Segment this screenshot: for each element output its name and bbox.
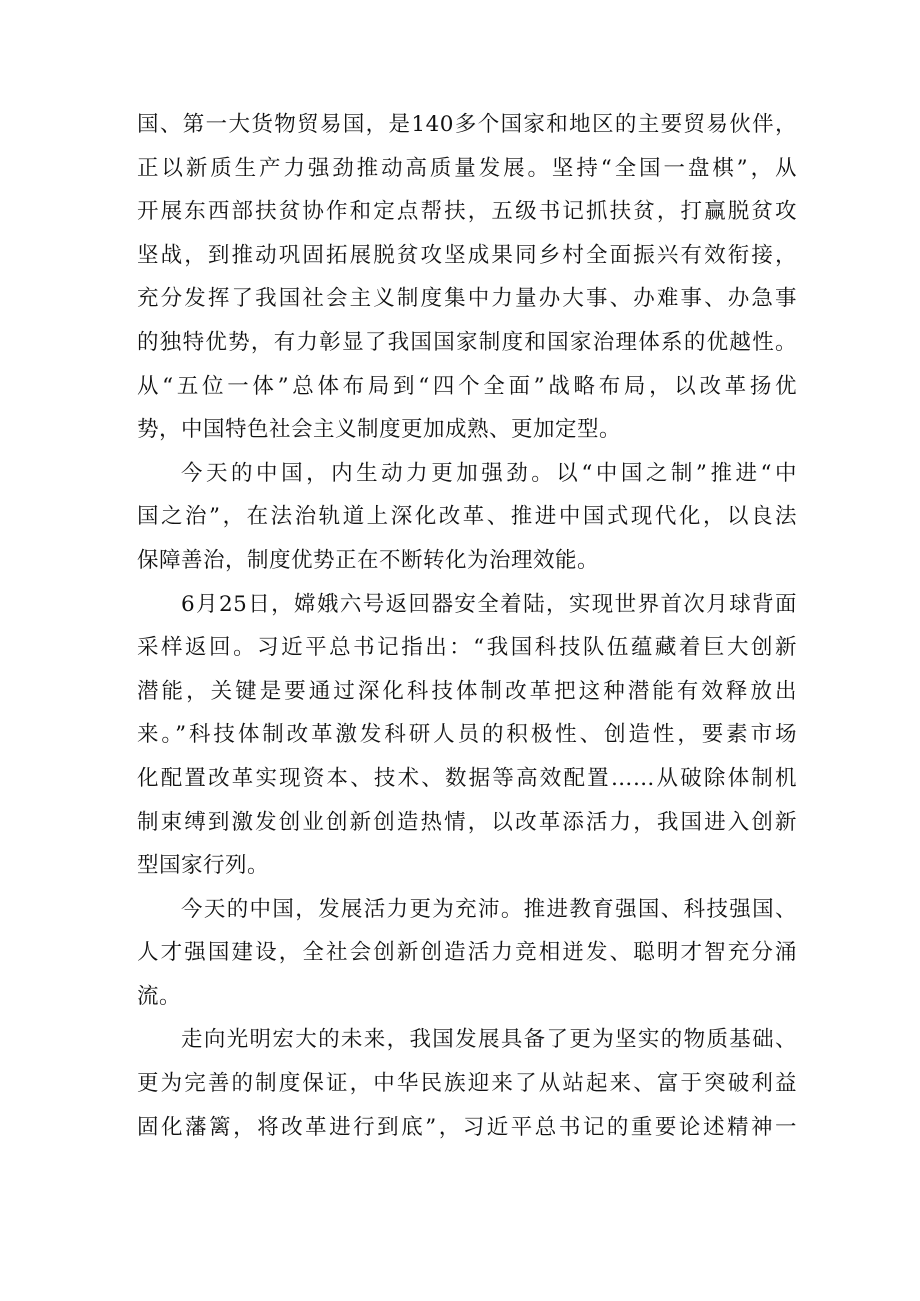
paragraph-start-line: 走向光明宏大的未来，我国发展具备了更为坚实的物质基础、 [181, 1027, 797, 1053]
text-line: 潜能，关键是要通过深化科技体制改革把这种潜能有效释放出 [137, 678, 797, 704]
text-line: 从“五位一体”总体布局到“四个全面”战略布局，以改革扬优 [137, 373, 797, 399]
paragraph-start-line: 6月25日，嫦娥六号返回器安全着陆，实现世界首次月球背面 [181, 591, 797, 617]
text-line: 开展东西部扶贫协作和定点帮扶，五级书记抓扶贫，打赢脱贫攻 [137, 199, 797, 225]
paragraph-start-line: 今天的中国，发展活力更为充沛。推进教育强国、科技强国、 [181, 896, 797, 922]
text-line: 固化藩篱，将改革进行到底”，习近平总书记的重要论述精神一 [137, 1114, 797, 1140]
text-line: 制束缚到激发创业创新创造热情，以改革添活力，我国进入创新 [137, 809, 797, 835]
text-line: 的独特优势，有力彰显了我国国家制度和国家治理体系的优越性。 [137, 329, 797, 355]
text-line: 正以新质生产力强劲推动高质量发展。坚持“全国一盘棋”，从 [137, 155, 797, 181]
text-line: 国之治”，在法治轨道上深化改革、推进中国式现代化，以良法 [137, 504, 797, 530]
text-line: 坚战，到推动巩固拓展脱贫攻坚成果同乡村全面振兴有效衔接， [137, 242, 797, 268]
text-line: 充分发挥了我国社会主义制度集中力量办大事、办难事、办急事 [137, 286, 797, 312]
text-line: 保障善治，制度优势正在不断转化为治理效能。 [137, 547, 600, 573]
text-line: 型国家行列。 [137, 853, 270, 879]
text-line: 更为完善的制度保证，中华民族迎来了从站起来、富于突破利益 [137, 1071, 797, 1097]
text-line: 国、第一大货物贸易国，是140多个国家和地区的主要贸易伙伴， [137, 112, 797, 137]
text-line: 采样返回。习近平总书记指出：“我国科技队伍蕴藏着巨大创新 [137, 635, 797, 661]
text-line: 流。 [137, 983, 182, 1009]
body-text [137, 103, 797, 1149]
text-line: 势，中国特色社会主义制度更加成熟、更加定型。 [137, 417, 622, 443]
paragraph-start-line: 今天的中国，内生动力更加强劲。以“中国之制”推进“中 [181, 460, 797, 486]
text-line: 来。”科技体制改革激发科研人员的积极性、创造性，要素市场 [137, 722, 797, 748]
text-line: 化配置改革实现资本、技术、数据等高效配置……从破除体制机 [137, 765, 797, 791]
text-line: 人才强国建设，全社会创新创造活力竞相迸发、聪明才智充分涌 [137, 940, 797, 966]
